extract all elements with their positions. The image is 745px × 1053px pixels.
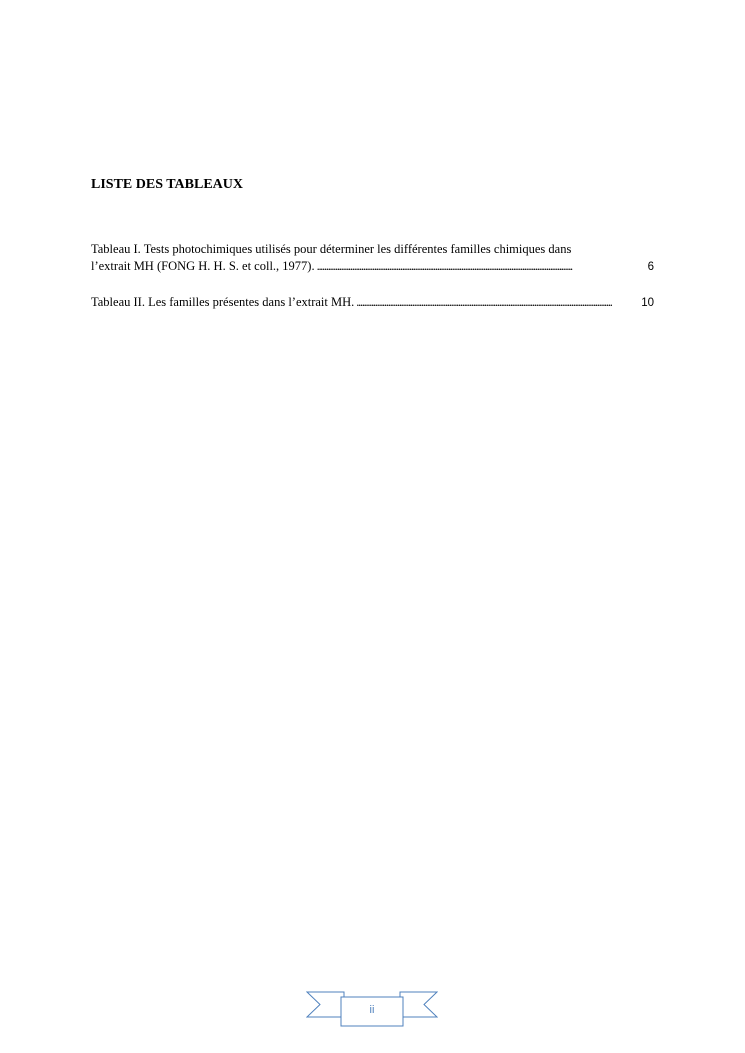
- page-title: LISTE DES TABLEAUX: [91, 177, 243, 192]
- dot-leader: [356, 294, 640, 311]
- toc-entry-text-line-2: l’extrait MH (FONG H. H. S. et coll., 1977).: [91, 259, 315, 273]
- toc-page-number: 6: [647, 261, 654, 273]
- toc-entry-tableau-1[interactable]: [91, 241, 654, 276]
- toc-entry-text-line-1: Tableau I. Tests photochimiques utilisés pour déterminer les différentes familles chimiques dans: [91, 242, 572, 256]
- table-list: [91, 241, 654, 312]
- dot-leader: [317, 258, 647, 275]
- toc-entry-tableau-2[interactable]: [91, 294, 654, 312]
- toc-page-number: 10: [641, 297, 654, 309]
- toc-entry-text-line-1: Tableau II. Les familles présentes dans l’extrait MH.: [91, 295, 355, 309]
- page-number: ii: [369, 1004, 375, 1016]
